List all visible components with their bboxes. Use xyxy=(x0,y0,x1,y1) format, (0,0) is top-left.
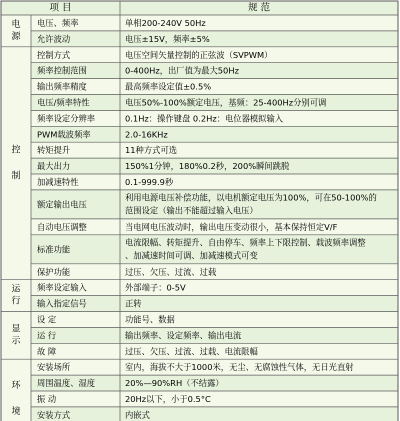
row-spec: 输出频率、设定频率、输出电流 xyxy=(125,330,242,341)
row-spec: 0-400Hz，出厂值为最大50Hz xyxy=(125,65,239,76)
category-cell-bg xyxy=(1,47,31,280)
row-item: 安装方式 xyxy=(37,409,71,420)
row-item: PWM载波频率 xyxy=(37,129,91,140)
category-label-char: 境 xyxy=(11,406,21,417)
header-item-label: 项 目 xyxy=(49,2,72,14)
row-item: 额定输出电压 xyxy=(37,199,87,210)
row-spec: 过压、欠压、过流、过载、电流限幅 xyxy=(125,346,258,357)
category-label-char: 制 xyxy=(11,171,21,182)
row-bg xyxy=(31,142,398,158)
row-spec: 2.0-16KHz xyxy=(125,129,168,140)
row-item: 周围温度、湿度 xyxy=(37,378,96,389)
row-item: 设 定 xyxy=(37,314,57,325)
row-bg xyxy=(31,407,398,421)
row-item: 输出频率精度 xyxy=(37,81,87,92)
row-item: 电压/频率特性 xyxy=(37,97,90,108)
row-item: 频率控制范围 xyxy=(37,65,87,76)
row-spec-line: 、加减速时间可调、加减速模式可变 xyxy=(125,250,258,261)
row-item: 频率设定分辨率 xyxy=(37,113,96,124)
row-spec: 电压空间矢量控制的正弦波（SVPWM） xyxy=(125,49,273,60)
row-bg xyxy=(31,391,398,407)
row-spec: 20Hz以下，小于0.5°C xyxy=(125,393,211,404)
row-bg xyxy=(31,174,398,190)
row-spec: 内嵌式 xyxy=(125,409,150,420)
category-label-char: 行 xyxy=(11,296,21,307)
row-item: 运 行 xyxy=(37,330,57,341)
row-item: 最大出力 xyxy=(37,161,71,172)
row-item: 保护功能 xyxy=(37,266,71,277)
row-spec: 0.1Hz：操作键盘 0.2Hz：电位器模拟输入 xyxy=(125,113,284,124)
row-spec: 电压±15V，频率±5% xyxy=(125,33,210,44)
row-item: 转矩提升 xyxy=(37,145,71,156)
row-bg xyxy=(31,31,398,47)
row-spec: 单相200-240V 50Hz xyxy=(125,17,206,28)
row-spec: 外部端子：0-5V xyxy=(125,282,186,293)
row-spec: 室内，海拔不大于1000米，无尘、无腐蚀性气体，无日光直射 xyxy=(125,362,354,373)
row-spec: 过压、欠压、过流、过载 xyxy=(125,266,217,277)
row-item: 标准功能 xyxy=(37,244,71,255)
row-bg xyxy=(31,312,398,328)
row-item: 电压、频率 xyxy=(37,17,79,28)
row-spec: 电压50%-100%额定电压，基频：25-400Hz分别可调 xyxy=(125,97,327,108)
row-spec: 150%1分钟，180%0.2秒，200%瞬间跳脱 xyxy=(125,161,290,172)
category-label-char: 环 xyxy=(11,380,21,391)
row-spec: 11种方式可选 xyxy=(125,145,178,156)
row-spec: 当电网电压波动时，输出电压变动很小，基本保持恒定V/F xyxy=(125,221,338,232)
row-item: 故 障 xyxy=(37,346,57,357)
row-spec: 功能号、数据 xyxy=(125,314,175,325)
row-item: 安装场所 xyxy=(37,362,71,373)
category-label-char: 源 xyxy=(11,31,21,42)
row-spec: 最高频率设定值±0.5% xyxy=(125,81,212,92)
category-label-char: 控 xyxy=(11,145,21,156)
row-spec: 正转 xyxy=(125,298,142,309)
row-bg xyxy=(31,15,398,31)
row-spec: 0.1-999.9秒 xyxy=(125,176,174,187)
row-item: 频率设定输入 xyxy=(37,282,87,293)
row-item: 控制方式 xyxy=(37,49,71,60)
row-spec-line: 利用电源电压补偿功能，以电机额定电压为100%，可在50-100%的 xyxy=(125,192,377,203)
category-label-char: 运 xyxy=(11,284,21,295)
header-spec-label: 规 范 xyxy=(247,2,271,14)
row-item: 自动电压调整 xyxy=(37,221,87,232)
row-item: 加减速特性 xyxy=(37,176,79,187)
row-spec-line: 电流限幅、转矩提升、自由停车、频率上下限控制、载波频率调整 xyxy=(125,237,366,248)
row-spec-line: 范围设定（输出不能超过输入电压） xyxy=(125,205,258,216)
row-item: 输入指定信号 xyxy=(37,298,87,309)
row-item: 振 动 xyxy=(37,393,57,404)
category-label-char: 示 xyxy=(11,336,21,347)
category-label-char: 显 xyxy=(11,324,21,335)
category-label-char: 电 xyxy=(11,19,21,30)
category-cell-bg xyxy=(1,312,31,360)
row-item: 允许波动 xyxy=(37,33,71,44)
row-spec: 20%—90%RH（不结露） xyxy=(125,378,224,389)
